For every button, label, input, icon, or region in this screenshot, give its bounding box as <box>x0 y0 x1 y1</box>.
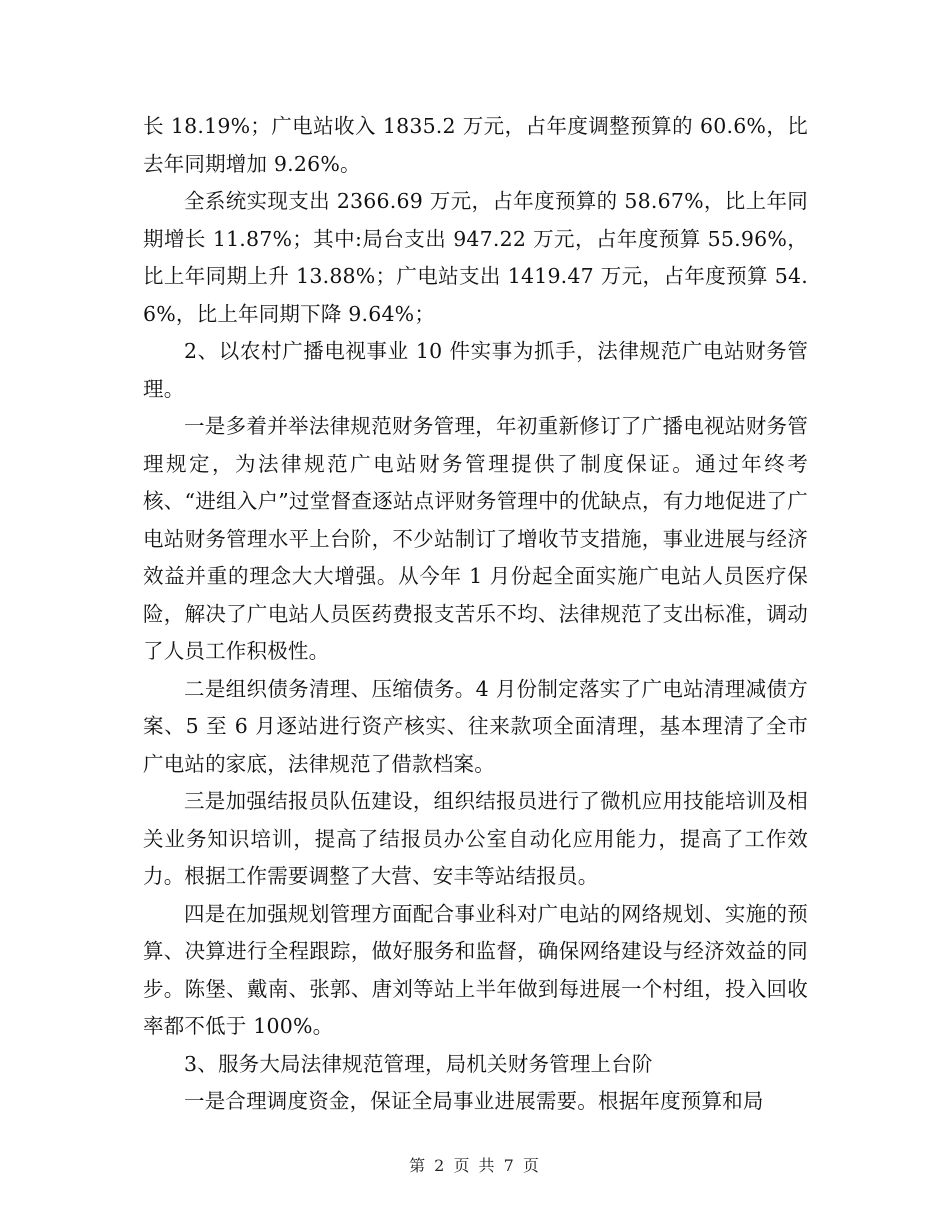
body-paragraph: 2、以农村广播电视事业 10 件实事为抓手，法律规范广电站财务管理。 <box>143 339 808 401</box>
body-paragraph: 3、服务大局法律规范管理，局机关财务管理上台阶 <box>184 1051 653 1076</box>
body-paragraph: 四是在加强规划管理方面配合事业科对广电站的网络规划、实施的预算、决算进行全程跟踪，做好服务和监督，确保网络建设与经济效益的同步。陈堡、戴南、张郭、唐刘等站上半年做到每进展一个村组，投入回收率都不低于 100%。 <box>143 901 808 1038</box>
body-paragraph: 一是合理调度资金，保证全局事业进展需要。根据年度预算和局 <box>184 1089 764 1113</box>
body-paragraph: 一是多着并举法律规范财务管理，年初重新修订了广播电视站财务管理规定，为法律规范广电站财务管理提供了制度保证。通过年终考核、“进组入户”过堂督查逐站点评财务管理中的优缺点，有力地促进了广电站财务管理水平上台阶，不少站制订了增收节支措施，事业进展与经济效益并重的理念大大增强。从今年 1 月份起全面实施广电站人员医疗保险，解决了广电站人员医药费报支苦乐不均、法律规范了支出标准，调动了人员工作积极性。 <box>143 414 808 663</box>
body-paragraph: 二是组织债务清理、压缩债务。4 月份制定落实了广电站清理减债方案、5 至 6 月逐站进行资产核实、往来款项全面清理，基本理清了全市广电站的家底，法律规范了借款档案。 <box>143 676 808 776</box>
document-body <box>143 108 808 1121</box>
page-footer: 第 2 页 共 7 页 <box>409 1156 541 1175</box>
body-paragraph: 全系统实现支出 2366.69 万元，占年度预算的 58.67%，比上年同期增长 11.87%；其中:局台支出 947.22 万元，占年度预算 55.96%，比上年同期上升 13.88%；广电站支出 1419.47 万元，占年度预算 54.6%，比上年同期下降 9.64%； <box>143 189 808 326</box>
body-paragraph: 长 18.19%；广电站收入 1835.2 万元，占年度调整预算的 60.6%，比去年同期增加 9.26%。 <box>143 114 808 176</box>
body-paragraph: 三是加强结报员队伍建设，组织结报员进行了微机应用技能培训及相关业务知识培训，提高了结报员办公室自动化应用能力，提高了工作效力。根据工作需要调整了大营、安丰等站结报员。 <box>143 789 808 888</box>
